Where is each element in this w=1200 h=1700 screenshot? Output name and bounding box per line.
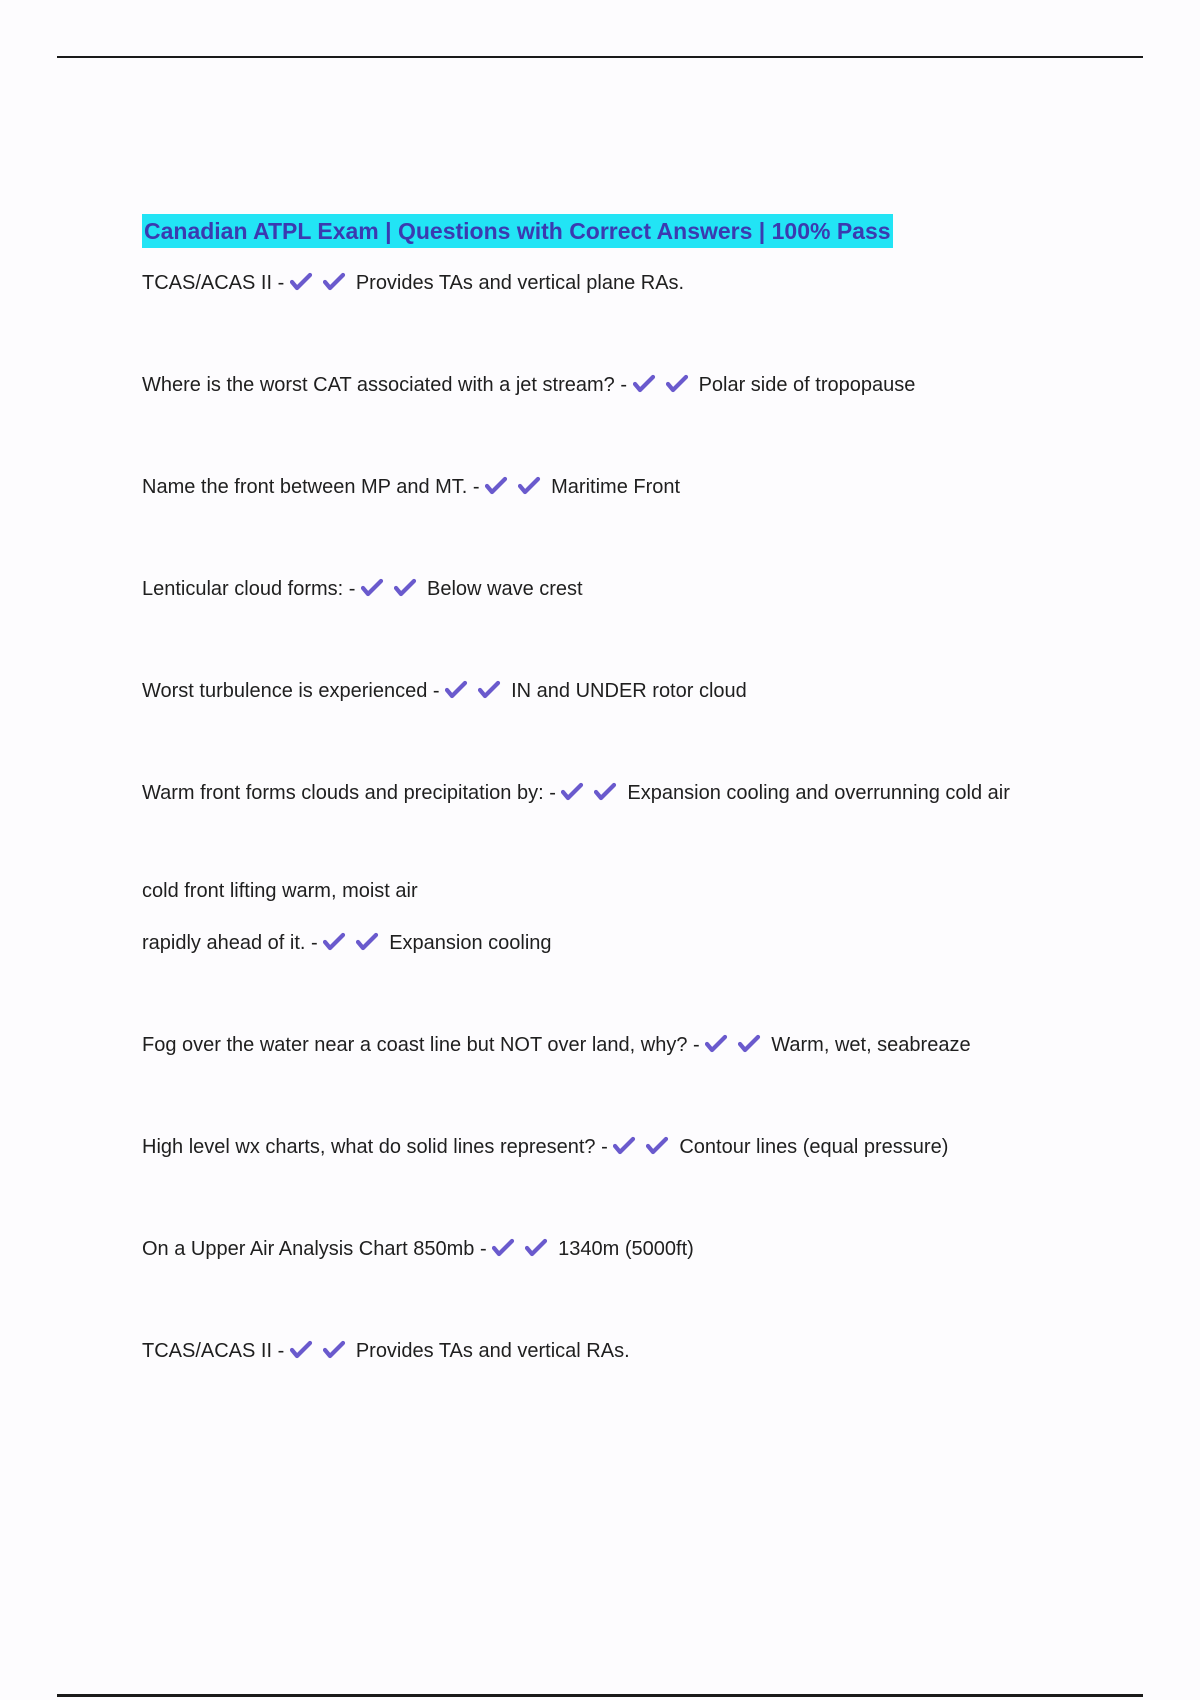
qa-item xyxy=(142,572,1082,606)
qa-item xyxy=(142,266,1082,300)
qa-pre-line: cold front lifting warm, moist air xyxy=(142,880,418,902)
question-text: Warm front forms clouds and precipitation by: - xyxy=(142,782,556,804)
document-body xyxy=(142,214,1082,1368)
question-text: Where is the worst CAT associated with a jet stream? - xyxy=(142,374,627,396)
check-icon xyxy=(561,782,590,802)
check-icon xyxy=(445,680,474,700)
check-icon xyxy=(666,374,695,394)
check-icon xyxy=(394,578,423,598)
answer-text: Expansion cooling and overrunning cold air xyxy=(627,782,1010,804)
check-icon xyxy=(594,782,623,802)
check-icon xyxy=(492,1238,521,1258)
qa-item xyxy=(142,1232,1082,1266)
answer-text: Maritime Front xyxy=(551,476,681,498)
qa-item xyxy=(142,926,1082,960)
check-icon xyxy=(478,680,507,700)
check-icon xyxy=(525,1238,554,1258)
check-icon xyxy=(633,374,662,394)
answer-text: Below wave crest xyxy=(426,578,583,600)
answer-text: Expansion cooling xyxy=(389,932,552,954)
qa-item xyxy=(142,1334,1082,1368)
answer-text: Contour lines (equal pressure) xyxy=(679,1136,949,1158)
question-text: Worst turbulence is experienced - xyxy=(142,680,440,702)
check-icon xyxy=(323,1340,352,1360)
check-icon xyxy=(290,272,319,292)
qa-item xyxy=(142,470,1082,504)
question-text: Name the front between MP and MT. - xyxy=(142,476,480,498)
answer-text: Provides TAs and vertical plane RAs. xyxy=(355,272,685,294)
check-icon xyxy=(485,476,514,496)
qa-item xyxy=(142,776,1082,810)
qa-item xyxy=(142,674,1082,708)
check-icon xyxy=(738,1034,767,1054)
check-icon xyxy=(323,932,352,952)
answer-text: Provides TAs and vertical RAs. xyxy=(355,1340,630,1362)
check-icon xyxy=(356,932,385,952)
check-icon xyxy=(646,1136,675,1156)
answer-text: 1340m (5000ft) xyxy=(558,1238,694,1260)
check-icon xyxy=(613,1136,642,1156)
check-icon xyxy=(323,272,352,292)
question-text: rapidly ahead of it. - xyxy=(142,932,318,954)
question-text: TCAS/ACAS II - xyxy=(142,272,285,294)
answer-text: Warm, wet, seabreaze xyxy=(771,1034,971,1056)
qa-item xyxy=(142,1130,1082,1164)
answer-text: Polar side of tropopause xyxy=(698,374,916,396)
question-text: On a Upper Air Analysis Chart 850mb - xyxy=(142,1238,487,1260)
question-text: TCAS/ACAS II - xyxy=(142,1340,285,1362)
question-text: Lenticular cloud forms: - xyxy=(142,578,356,600)
answer-text: IN and UNDER rotor cloud xyxy=(511,680,747,702)
qa-item xyxy=(142,1028,1082,1062)
qa-item xyxy=(142,368,1082,402)
footer-rule xyxy=(57,1694,1143,1697)
check-icon xyxy=(705,1034,734,1054)
question-text: High level wx charts, what do solid lines represent? - xyxy=(142,1136,608,1158)
document-title: Canadian ATPL Exam | Questions with Correct Answers | 100% Pass xyxy=(142,214,893,248)
title-row xyxy=(142,214,1082,248)
question-text: Fog over the water near a coast line but NOT over land, why? - xyxy=(142,1034,700,1056)
check-icon xyxy=(361,578,390,598)
check-icon xyxy=(518,476,547,496)
check-icon xyxy=(290,1340,319,1360)
header-rule xyxy=(57,56,1143,58)
